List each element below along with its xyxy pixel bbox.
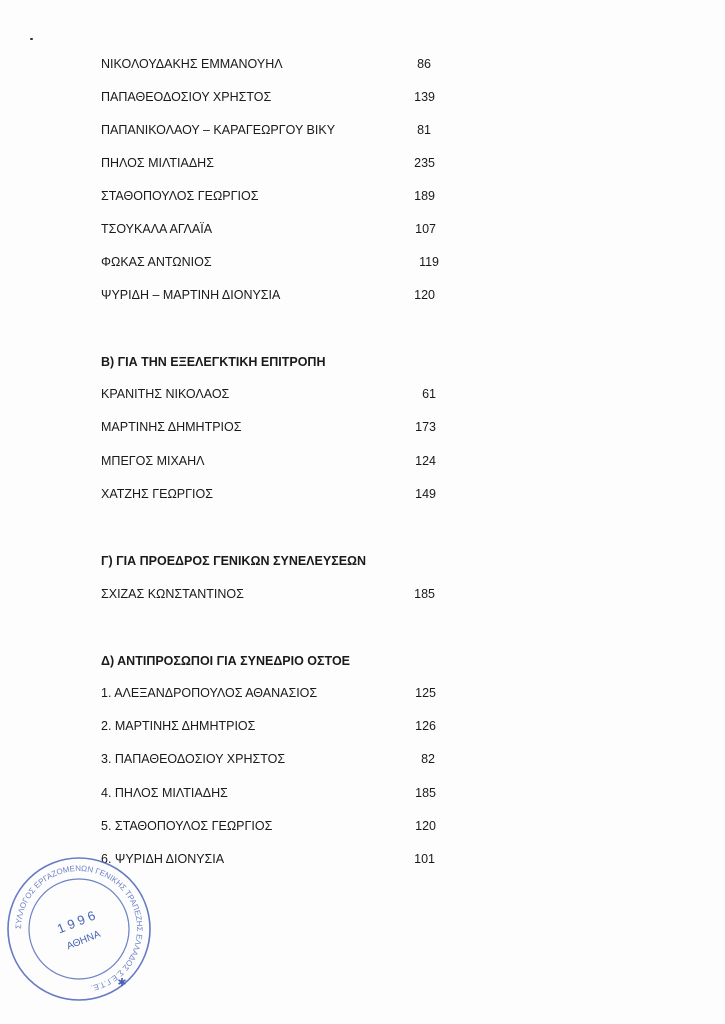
list-item xyxy=(101,719,441,739)
vote-count: 173 xyxy=(415,420,436,434)
list-item xyxy=(101,255,441,275)
vote-count: 119 xyxy=(419,255,439,269)
vote-count: 235 xyxy=(414,156,435,170)
candidate-name: ΣΧΙΖΑΣ ΚΩΝΣΤΑΝΤΙΝΟΣ xyxy=(101,587,244,601)
candidate-name: 1. ΑΛΕΞΑΝΔΡΟΠΟΥΛΟΣ ΑΘΑΝΑΣΙΟΣ xyxy=(101,686,318,700)
list-item xyxy=(101,222,441,242)
list-item xyxy=(101,90,441,110)
vote-count: 86 xyxy=(417,57,431,71)
candidate-name: ΠΑΠΑΝΙΚΟΛΑΟΥ – ΚΑΡΑΓΕΩΡΓΟΥ ΒΙΚΥ xyxy=(101,123,336,137)
candidate-name: 3. ΠΑΠΑΘΕΟΔΟΣΙΟΥ ΧΡΗΣΤΟΣ xyxy=(101,752,286,766)
vote-count: 120 xyxy=(414,288,435,302)
candidate-name: ΤΣΟΥΚΑΛΑ ΑΓΛΑΪΑ xyxy=(101,222,213,236)
vote-count: 82 xyxy=(421,752,435,766)
list-item xyxy=(101,819,441,839)
candidate-name: 5. ΣΤΑΘΟΠΟΥΛΟΣ ΓΕΩΡΓΙΟΣ xyxy=(101,819,273,833)
candidate-name: ΧΑΤΖΗΣ ΓΕΩΡΓΙΟΣ xyxy=(101,487,213,501)
list-item xyxy=(101,786,441,806)
list-item xyxy=(101,189,441,209)
vote-count: 189 xyxy=(414,189,435,203)
vote-count: 149 xyxy=(415,487,436,501)
list-item xyxy=(101,587,441,607)
candidate-name: 4. ΠΗΛΟΣ ΜΙΛΤΙΑΔΗΣ xyxy=(101,786,228,800)
candidate-name: ΝΙΚΟΛΟΥΔΑΚΗΣ ΕΜΜΑΝΟΥΗΛ xyxy=(101,57,283,71)
vote-count: 81 xyxy=(417,123,431,137)
list-item xyxy=(101,57,441,77)
round-stamp xyxy=(4,854,154,1004)
stamp-city: ΑΘΗΝΑ xyxy=(65,928,103,953)
vote-count: 185 xyxy=(414,587,435,601)
stamp-ring-text: ΣΥΛΛΟΓΟΣ ΕΡΓΑΖΟΜΕΝΩΝ ΓΕΝΙΚΗΣ ΤΡΑΠΕΖΗΣ ΕΛΛΑΔΟΣ Σ.Ε.Γ.Τ.Ε. xyxy=(13,863,145,993)
candidate-name: ΦΩΚΑΣ ΑΝΤΩΝΙΟΣ xyxy=(101,255,212,269)
stamp-inner-ring xyxy=(29,879,129,979)
stamp-star-icon: ✱ xyxy=(117,977,127,989)
list-item xyxy=(101,686,441,706)
vote-count: 124 xyxy=(415,454,436,468)
candidate-name: ΨΥΡΙΔΗ – ΜΑΡΤΙΝΗ ΔΙΟΝΥΣΙΑ xyxy=(101,288,281,302)
vote-count: 139 xyxy=(414,90,435,104)
list-item xyxy=(101,752,441,772)
candidate-name: ΠΗΛΟΣ ΜΙΛΤΙΑΔΗΣ xyxy=(101,156,214,170)
candidate-name: ΜΑΡΤΙΝΗΣ ΔΗΜΗΤΡΙΟΣ xyxy=(101,420,242,434)
vote-count: 125 xyxy=(415,686,436,700)
vote-count: 107 xyxy=(415,222,436,236)
stamp-year: 1 9 9 6 xyxy=(54,907,98,937)
list-item xyxy=(101,288,441,308)
vote-count: 120 xyxy=(415,819,436,833)
section-heading-c: Γ) ΓΙΑ ΠΡΟΕΔΡΟΣ ΓΕΝΙΚΩΝ ΣΥΝΕΛΕΥΣΕΩΝ xyxy=(101,554,367,568)
candidate-name: ΚΡΑΝΙΤΗΣ ΝΙΚΟΛΑΟΣ xyxy=(101,387,230,401)
section-heading-d: Δ) ΑΝΤΙΠΡΟΣΩΠΟΙ ΓΙΑ ΣΥΝΕΔΡΙΟ ΟΣΤΟΕ xyxy=(101,654,350,668)
scan-speck xyxy=(30,38,33,40)
vote-count: 185 xyxy=(415,786,436,800)
candidate-name: ΣΤΑΘΟΠΟΥΛΟΣ ΓΕΩΡΓΙΟΣ xyxy=(101,189,259,203)
list-item xyxy=(101,454,441,474)
list-item xyxy=(101,123,441,143)
vote-count: 101 xyxy=(414,852,435,866)
candidate-name: 2. ΜΑΡΤΙΝΗΣ ΔΗΜΗΤΡΙΟΣ xyxy=(101,719,256,733)
list-item xyxy=(101,156,441,176)
vote-count: 126 xyxy=(415,719,436,733)
candidate-name: ΠΑΠΑΘΕΟΔΟΣΙΟΥ ΧΡΗΣΤΟΣ xyxy=(101,90,272,104)
candidate-name: 6. ΨΥΡΙΔΗ ΔΙΟΝΥΣΙΑ xyxy=(101,852,225,866)
list-item xyxy=(101,387,441,407)
section-heading-b: Β) ΓΙΑ ΤΗΝ ΕΞΕΛΕΓΚΤΙΚΗ ΕΠΙΤΡΟΠΗ xyxy=(101,355,326,369)
vote-count: 61 xyxy=(422,387,436,401)
candidate-name: ΜΠΕΓΟΣ ΜΙΧΑΗΛ xyxy=(101,454,205,468)
list-item xyxy=(101,420,441,440)
list-item xyxy=(101,487,441,507)
